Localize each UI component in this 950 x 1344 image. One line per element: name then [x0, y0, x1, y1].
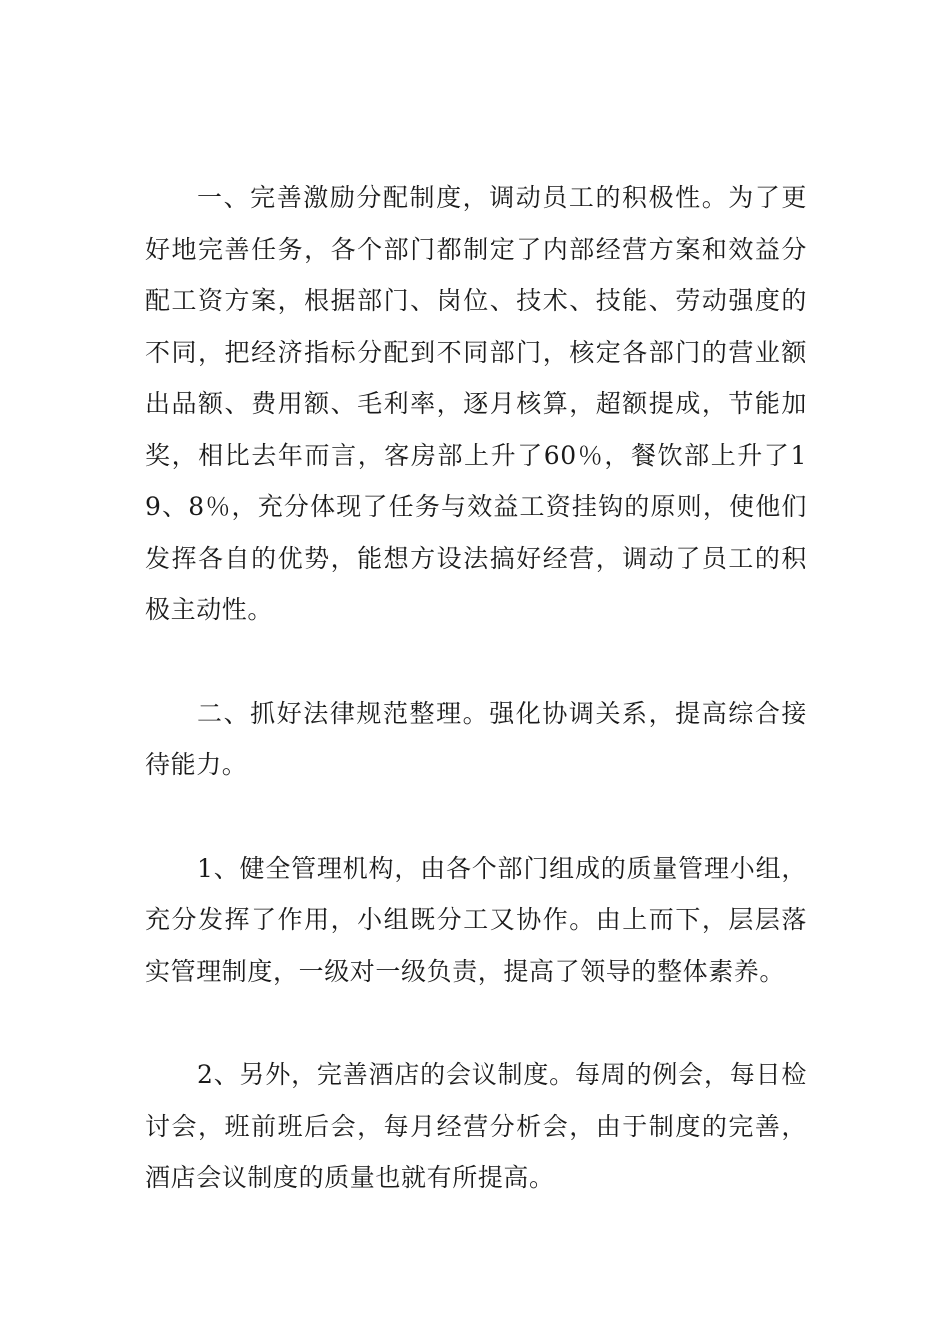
paragraph-management-structure: 1、健全管理机构，由各个部门组成的质量管理小组，充分发挥了作用，小组既分工又协作。由上而下，层层落实管理制度，一级对一级负责，提高了领导的整体素养。 — [145, 853, 807, 986]
paragraph-gap — [145, 997, 807, 1049]
paragraph-gap — [145, 636, 807, 688]
paragraph-incentive-system: 一、完善激励分配制度，调动员工的积极性。为了更好地完善任务，各个部门都制定了内部经营方案和效益分配工资方案，根据部门、岗位、技术、技能、劳动强度的不同，把经济指标分配到不同部门，核定各部门的营业额出品额、费用额、毛利率，逐月核算，超额提成，节能加奖，相比去年而言，客房部上升了60％，餐饮部上升了19、8％，充分体现了任务与效益工资挂钩的原则，使他们发挥各自的优势，能想方设法搞好经营，调动了员工的积极主动性。 — [145, 183, 807, 624]
paragraph-gap — [145, 791, 807, 843]
paragraph-meeting-system: 2、另外，完善酒店的会议制度。每周的例会，每日检讨会，班前班后会，每月经营分析会，由于制度的完善，酒店会议制度的质量也就有所提高。 — [145, 1060, 807, 1192]
document-body — [145, 172, 807, 1204]
paragraph-legal-norms: 二、抓好法律规范整理。强化协调关系，提高综合接待能力。 — [145, 698, 807, 779]
